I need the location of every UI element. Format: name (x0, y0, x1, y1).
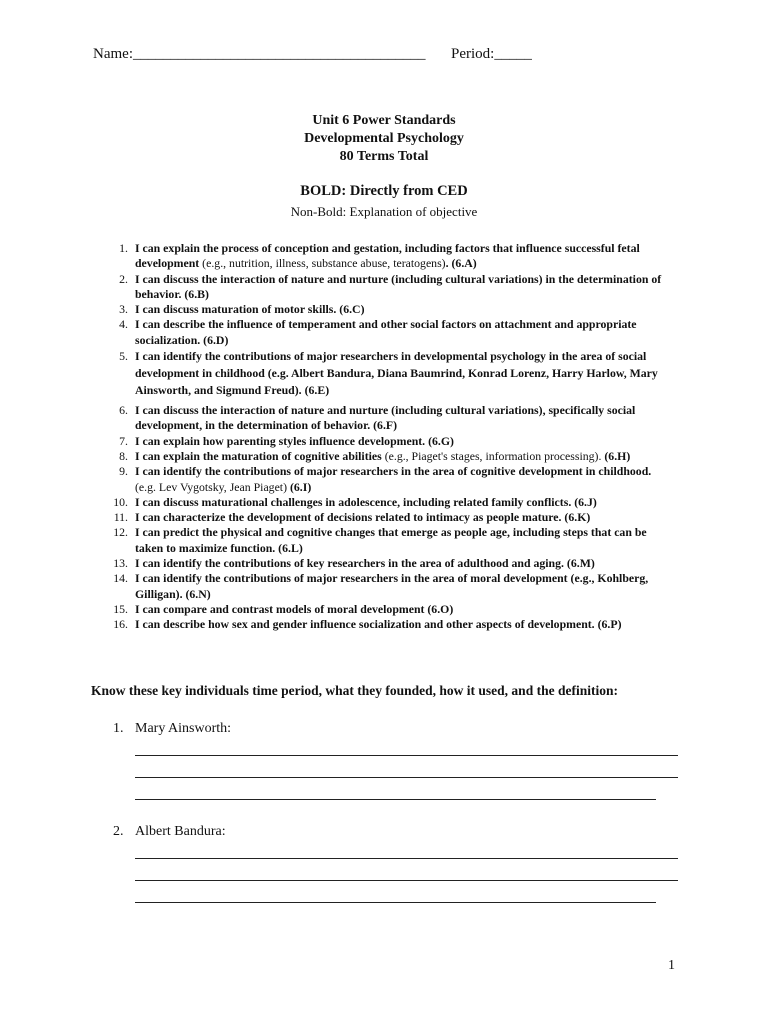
objectives-list (113, 241, 675, 633)
objective-item (113, 494, 675, 510)
name-field-label[interactable]: Name:_______________________________________ (93, 46, 426, 62)
title-line-2: Developmental Psychology (304, 131, 464, 146)
key-individual-number: 2. (113, 824, 124, 839)
objective-item (113, 556, 675, 571)
objective-item (119, 433, 675, 449)
objective-code: (6.H) (601, 448, 631, 463)
objective-bold-text: I can compare and contrast models of moral development (6.O) (135, 601, 454, 616)
nonbold-legend-note: Non-Bold: Explanation of objective (290, 204, 478, 219)
objective-bold-text: I can explain the process of conception and gestation, including factors that influence successful fetal development (135, 241, 640, 271)
answer-line[interactable] (135, 902, 656, 903)
objective-number: 12. (113, 525, 128, 540)
answer-line[interactable] (135, 880, 678, 881)
key-individual-name: Albert Bandura: (135, 824, 226, 839)
objective-code: . (6.A) (445, 256, 477, 271)
objective-number: 10. (113, 494, 128, 509)
answer-line[interactable] (135, 777, 678, 778)
objective-number: 9. (119, 464, 128, 479)
answer-line[interactable] (135, 755, 678, 756)
key-individual-number: 1. (113, 721, 124, 736)
title-line-3: 80 Terms Total (339, 149, 429, 164)
objective-bold-text: I can identify the contributions of major researchers in the area of cognitive development in childhood. (135, 464, 652, 479)
objective-number: 5. (119, 349, 128, 364)
objective-bold-text: I can explain how parenting styles influence development. (6.G) (135, 433, 454, 448)
objective-bold-text: I can identify the contributions of major researchers in developmental psychology in the area of social development in childhood (e.g. Albert Bandura, Diana Baumrind, Konrad Lorenz, Harry Harlow, Mary Ainsworth, and Sigmund Freud). (6.E) (135, 349, 658, 398)
objective-bold-text: I can identify the contributions of key researchers in the area of adulthood and aging. (6.M) (135, 556, 595, 571)
objective-item (119, 403, 675, 434)
objective-bold-text: I can explain the maturation of cognitive abilities (135, 448, 382, 463)
objective-code: (6.I) (287, 479, 312, 494)
objective-number: 6. (119, 403, 128, 418)
objective-number: 1. (119, 241, 128, 255)
objective-number: 3. (119, 302, 128, 317)
objective-item (113, 510, 675, 525)
objective-plain-text: (e.g., Piaget's stages, information processing). (381, 448, 602, 463)
objective-plain-text: (e.g. Lev Vygotsky, Jean Piaget) (135, 479, 288, 494)
page-title (0, 112, 768, 166)
objective-item (119, 348, 675, 399)
objective-item (119, 302, 675, 317)
bold-legend-note: BOLD: Directly from CED (300, 183, 468, 199)
objective-bold-text: I can predict the physical and cognitive changes that emerge as people age, including steps that can be taken to maximize function. (6.L) (135, 525, 647, 555)
objective-number: 8. (119, 448, 128, 463)
objective-item (119, 241, 675, 272)
objective-bold-text: I can discuss maturational challenges in adolescence, including related family conflicts. (6.J) (135, 494, 597, 509)
objective-item (119, 317, 675, 348)
answer-line[interactable] (135, 799, 656, 800)
objective-plain-text: (e.g., nutrition, illness, substance abuse, teratogens) (199, 256, 446, 271)
objective-item (119, 271, 675, 303)
objective-number: 4. (119, 317, 128, 332)
key-individual-name: Mary Ainsworth: (135, 721, 232, 736)
objective-item (119, 464, 675, 495)
objective-bold-text: I can discuss the interaction of nature and nurture (including cultural variations) in the determination of behavior. (6.B) (135, 271, 662, 301)
objective-bold-text: I can describe the influence of temperament and other social factors on attachment and appropriate socialization. (6.D) (135, 317, 637, 347)
objective-item (119, 448, 675, 464)
objective-bold-text: I can discuss the interaction of nature and nurture (including cultural variations), specifically social development, in the determination of behavior. (6.F) (135, 403, 636, 433)
objective-item (113, 617, 675, 632)
objective-number: 15. (113, 601, 128, 616)
objective-number: 13. (113, 556, 128, 571)
objective-bold-text: I can describe how sex and gender influence socialization and other aspects of development. (6.P) (135, 617, 622, 632)
key-individuals-heading: Know these key individuals time period, what they founded, how it used, and the definition: (91, 683, 618, 698)
answer-line[interactable] (135, 858, 678, 859)
title-line-1: Unit 6 Power Standards (312, 113, 456, 128)
period-field-label[interactable]: Period:_____ (451, 46, 532, 62)
objective-number: 2. (119, 271, 128, 286)
objective-number: 14. (113, 571, 128, 586)
objective-number: 16. (113, 617, 128, 632)
objective-item (113, 525, 675, 556)
objective-number: 7. (119, 433, 128, 448)
objective-bold-text: I can identify the contributions of major researchers in the area of moral development (e.g., Kohlberg, Gilligan). (6.N) (135, 571, 649, 601)
objective-item (113, 601, 675, 617)
objective-bold-text: I can discuss maturation of motor skills. (6.C) (135, 302, 365, 317)
objective-item (113, 571, 675, 602)
objective-number: 11. (113, 510, 128, 525)
objective-bold-text: I can characterize the development of decisions related to intimacy as people mature. (6.K) (135, 510, 591, 525)
page-number: 1 (668, 958, 675, 973)
header-row (93, 46, 532, 63)
